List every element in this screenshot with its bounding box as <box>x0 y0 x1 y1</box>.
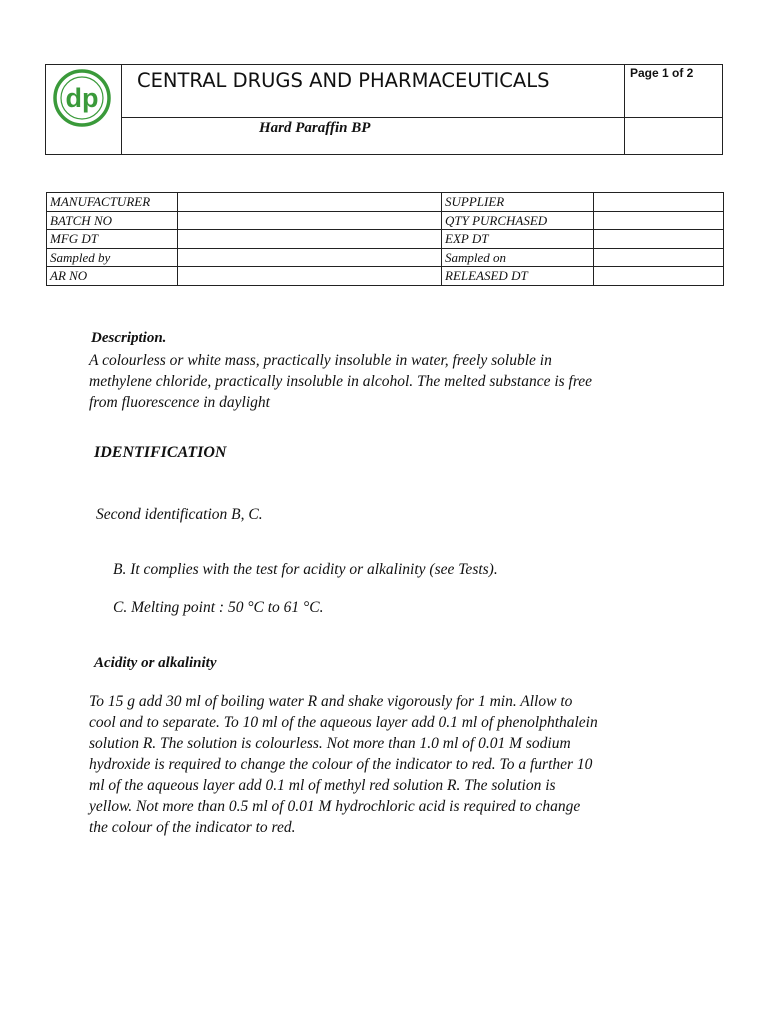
field-label: SUPPLIER <box>442 193 594 212</box>
acidity-line: hydroxide is required to change the colour of the indicator to red. To a further 10 <box>89 756 593 773</box>
identification-heading: IDENTIFICATION <box>94 444 227 461</box>
field-label: RELEASED DT <box>442 267 594 286</box>
description-line: from fluorescence in daylight <box>89 394 270 411</box>
acidity-line: To 15 g add 30 ml of boiling water R and shake vigorously for 1 min. Allow to <box>89 693 573 710</box>
header-divider-logo <box>121 65 122 154</box>
field-value[interactable] <box>594 211 724 230</box>
field-value[interactable] <box>594 267 724 286</box>
product-title: Hard Paraffin BP <box>259 120 371 136</box>
company-name: CENTRAL DRUGS AND PHARMACEUTICALS <box>137 69 550 92</box>
field-label: QTY PURCHASED <box>442 211 594 230</box>
identification-test-c: C. Melting point : 50 °C to 61 °C. <box>113 599 324 616</box>
second-identification: Second identification B, C. <box>96 506 263 523</box>
field-value[interactable] <box>594 230 724 249</box>
acidity-heading: Acidity or alkalinity <box>94 655 217 671</box>
field-label: MANUFACTURER <box>47 193 178 212</box>
field-label: EXP DT <box>442 230 594 249</box>
acidity-line: cool and to separate. To 10 ml of the aqueous layer add 0.1 ml of phenolphthalein <box>89 714 598 731</box>
description-heading: Description. <box>91 330 167 346</box>
acidity-line: ml of the aqueous layer add 0.1 ml of methyl red solution R. The solution is <box>89 777 556 794</box>
field-label: MFG DT <box>47 230 178 249</box>
field-value[interactable] <box>594 193 724 212</box>
header-divider-page <box>624 65 625 154</box>
acidity-line: the colour of the indicator to red. <box>89 819 296 836</box>
table-row <box>47 211 724 230</box>
description-line: A colourless or white mass, practically insoluble in water, freely soluble in <box>89 352 552 369</box>
document-header <box>45 64 723 155</box>
logo-text: dp <box>65 83 99 113</box>
identification-test-b: B. It complies with the test for acidity or alkalinity (see Tests). <box>113 561 498 578</box>
acidity-line: yellow. Not more than 0.5 ml of 0.01 M hydrochloric acid is required to change <box>89 798 581 815</box>
field-value[interactable] <box>178 267 442 286</box>
table-row <box>47 193 724 212</box>
page-number: Page 1 of 2 <box>630 66 694 80</box>
table-row <box>47 248 724 267</box>
field-label: Sampled by <box>47 248 178 267</box>
field-value[interactable] <box>178 248 442 267</box>
field-value[interactable] <box>594 248 724 267</box>
acidity-line: solution R. The solution is colourless. Not more than 1.0 ml of 0.01 M sodium <box>89 735 571 752</box>
field-value[interactable] <box>178 211 442 230</box>
description-line: methylene chloride, practically insoluble in alcohol. The melted substance is free <box>89 373 593 390</box>
table-row <box>47 267 724 286</box>
company-logo <box>52 68 112 128</box>
sample-info-table <box>46 192 724 286</box>
field-label: AR NO <box>47 267 178 286</box>
field-label: Sampled on <box>442 248 594 267</box>
field-value[interactable] <box>178 230 442 249</box>
header-divider-horizontal <box>121 117 722 118</box>
field-value[interactable] <box>178 193 442 212</box>
field-label: BATCH NO <box>47 211 178 230</box>
table-row <box>47 230 724 249</box>
